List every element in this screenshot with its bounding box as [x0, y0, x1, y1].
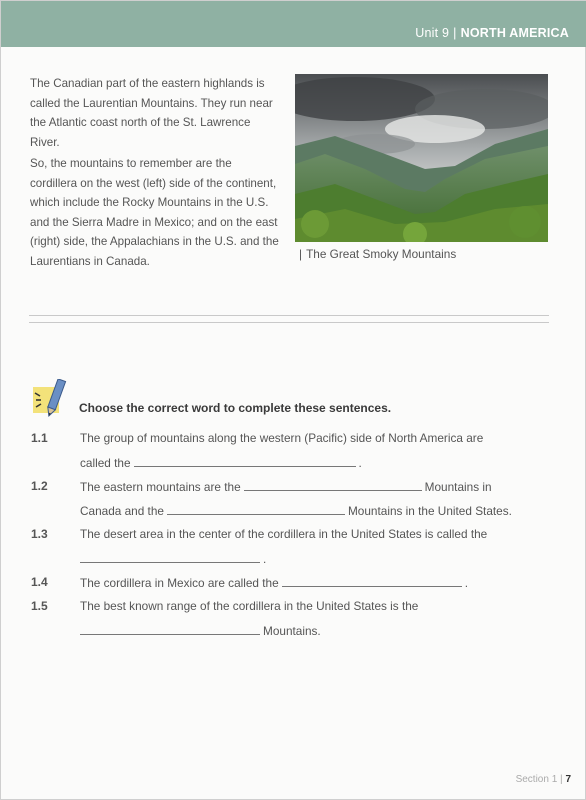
unit-header-bar [1, 1, 586, 47]
question-text [80, 431, 555, 445]
page-footer [516, 774, 571, 785]
question-text [80, 575, 555, 590]
paragraph-laurentian: The Canadian part of the eastern highlands is called the Laurentian Mountains. They run near the Atlantic coast north of the St. Lawrence River. [30, 77, 273, 149]
divider-line [29, 315, 549, 316]
question-number: 1.1 [31, 431, 48, 445]
question-text [80, 503, 555, 518]
question-text-part: Canada and the [80, 504, 164, 518]
question-text-part: . [263, 552, 267, 566]
caption-bar: | [299, 247, 303, 261]
exercise-instruction: Choose the correct word to complete these sentences. [79, 401, 392, 415]
section-label: Section 1 [515, 774, 558, 785]
smoky-mountains-photo [295, 74, 548, 242]
question-text-part: The eastern mountains are the [80, 480, 241, 494]
answer-blank[interactable] [244, 479, 422, 491]
question-text [80, 455, 555, 470]
page-number: 7 [565, 774, 571, 785]
question-number: 1.2 [31, 479, 48, 493]
paragraph-summary: So, the mountains to remember are the cordillera on the west (left) side of the continent, which include the Rocky Mountains in the U.S. and the Sierra Madre in Mexico; and on the east (right) side, the Appalachians in the U.S. and the Laurentians in Canada. [30, 157, 279, 268]
question-text-part: . [464, 576, 468, 590]
pencil-icon [31, 379, 71, 421]
question-text-part: The group of mountains along the western (Pacific) side of North America are [80, 431, 484, 445]
question-text-part: Mountains. [263, 624, 321, 638]
unit-title [415, 26, 569, 40]
question-text-part: The best known range of the cordillera in the United States is the [80, 599, 419, 613]
answer-blank[interactable] [80, 623, 260, 635]
question-text [80, 551, 555, 566]
answer-blank[interactable] [134, 455, 356, 467]
caption-text: The Great Smoky Mountains [306, 247, 457, 261]
divider-line [29, 322, 549, 323]
question-number: 1.5 [31, 599, 48, 613]
answer-blank[interactable] [167, 503, 345, 515]
region-label: NORTH AMERICA [460, 26, 569, 40]
question-text [80, 599, 555, 613]
question-text-part: The desert area in the center of the cordillera in the United States is called the [80, 527, 488, 541]
question-text [80, 479, 555, 494]
footer-separator: | [560, 774, 563, 785]
question-text-part: Mountains in [424, 480, 492, 494]
question-number: 1.3 [31, 527, 48, 541]
question-text-part: called the [80, 456, 131, 470]
question-text [80, 527, 555, 541]
answer-blank[interactable] [80, 551, 260, 563]
question-text-part: The cordillera in Mexico are called the [80, 576, 279, 590]
question-text-part: . [358, 456, 362, 470]
unit-label: Unit 9 [415, 26, 450, 40]
header-separator: | [453, 26, 457, 40]
photo-caption [299, 247, 456, 261]
question-number: 1.4 [31, 575, 48, 589]
question-text [80, 623, 555, 638]
answer-blank[interactable] [282, 575, 462, 587]
question-text-part: Mountains in the United States. [347, 504, 512, 518]
